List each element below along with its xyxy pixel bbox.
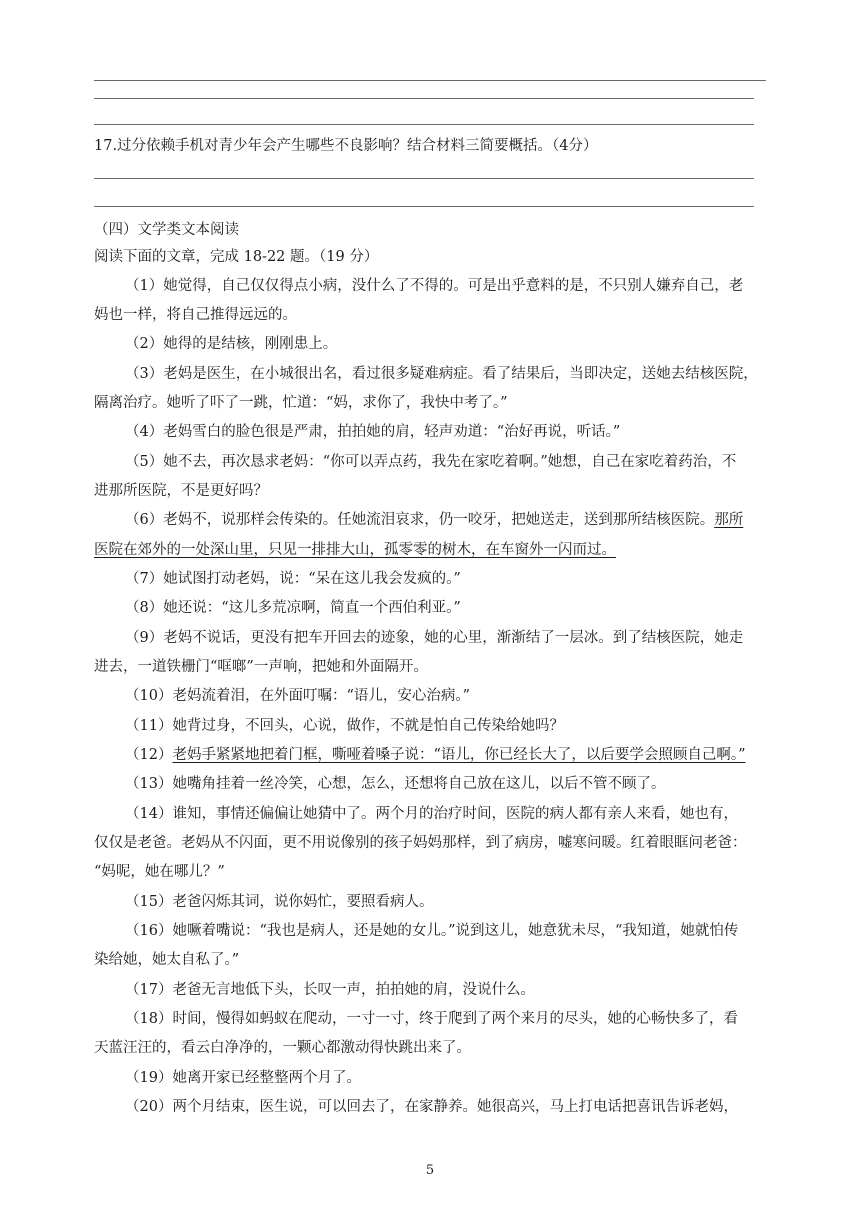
paragraph-line: （9）老妈不说话，更没有把车开回去的迹象，她的心里，渐渐结了一层冰。到了结核医院，她走: [125, 630, 744, 646]
answer-line: [94, 98, 754, 99]
paragraph-line: [125, 745, 746, 765]
paragraph-line: （19）她离开家已经整整两个月了。: [125, 1070, 361, 1086]
paragraph-line: （18）时间，慢得如蚂蚁在爬动，一寸一寸，终于爬到了两个来月的尽头，她的心畅快多了，看: [125, 1011, 738, 1027]
paragraph-line: 妈也一样，将自己推得远远的。: [94, 307, 297, 323]
answer-line: [94, 178, 754, 179]
question-17: 17.过分依赖手机对青少年会产生哪些不良影响？结合材料三简要概括。（4分）: [94, 138, 598, 154]
paragraph-line: “妈呢，她在哪儿？”: [94, 864, 225, 880]
paragraph-number: （12）: [125, 747, 173, 763]
instruction: 阅读下面的文章，完成 18-22 题。（19 分）: [94, 249, 379, 265]
paragraph-line: （17）老爸无言地低下头，长叹一声，拍拍她的肩，没说什么。: [125, 982, 535, 998]
paragraph-line: （16）她噘着嘴说：“我也是病人，还是她的女儿。”说到这儿，她意犹未尽，“我知道，她就怕传: [125, 923, 739, 939]
underlined-text: 那所: [714, 512, 744, 528]
paragraph-line: 进去，一道铁栅门“哐啷”一声响，把她和外面隔开。: [94, 659, 428, 675]
paragraph-line: （2）她得的是结核，刚刚患上。: [125, 336, 338, 352]
underlined-text: 医院在郊外的一处深山里，只见一排排大山，孤零零的树木，在车窗外一闪而过。: [94, 542, 616, 558]
section-title: （四）文学类文本阅读: [94, 222, 239, 238]
paragraph-line: （1）她觉得，自己仅仅得点小病，没什么了不得的。可是出乎意料的是，不只别人嫌弃自己，老: [125, 278, 744, 294]
paragraph-text: （6）老妈不，说那样会传染的。任她流泪哀求，仍一咬牙，把她送走，送到那所结核医院。: [125, 512, 715, 528]
paragraph-line: 仅仅是老爸。老妈从不闪面，更不用说像别的孩子妈妈那样，到了病房，嘘寒问暖。红着眼眶问老爸：: [94, 835, 747, 851]
page-number: 5: [425, 1163, 435, 1178]
underlined-text: 老妈手紧紧地把着门框，嘶哑着嗓子说：“语儿，你已经长大了，以后要学会照顾自己啊。”: [172, 747, 746, 763]
paragraph-line: 染给她，她太自私了。”: [94, 952, 240, 968]
paragraph-line: （13）她嘴角挂着一丝冷笑，心想，怎么，还想将自己放在这儿，以后不管不顾了。: [125, 776, 666, 792]
paragraph-line: 隔离治疗。她听了吓了一跳，忙道：“妈，求你了，我快中考了。”: [94, 395, 508, 411]
paragraph-line: 进那所医院，不是更好吗？: [94, 483, 268, 499]
paragraph-line: （10）老妈流着泪，在外面叮嘱：“语儿，安心治病。”: [125, 688, 471, 704]
paragraph-line: （14）谁知，事情还偏偏让她猜中了。两个月的治疗时间，医院的病人都有亲人来看，她也有，: [125, 806, 738, 822]
paragraph-line: （15）老爸闪烁其词，说你妈忙，要照看病人。: [125, 894, 434, 910]
paragraph-line: （20）两个月结束，医生说，可以回去了，在家静养。她很高兴，马上打电话把喜讯告诉老妈，: [125, 1099, 738, 1115]
paragraph-line: （3）老妈是医生，在小城很出名，看过很多疑难病症。看了结果后，当即决定，送她去结核医院，: [125, 366, 758, 382]
paragraph-line: （11）她背过身，不回头，心说，做作，不就是怕自己传染给她吗？: [125, 718, 564, 734]
paragraph-line: [125, 510, 743, 530]
paragraph-line: 天蓝汪汪的，看云白净净的，一颗心都激动得快跳出来了。: [94, 1040, 471, 1056]
paragraph-line: （8）她还说：“这儿多荒凉啊，简直一个西伯利亚。”: [125, 600, 461, 616]
answer-line: [94, 80, 766, 81]
paragraph-line: （5）她不去，再次恳求老妈：“你可以弄点药，我先在家吃着啊。”她想，自己在家吃着药治，不: [125, 454, 737, 470]
paragraph-line: （7）她试图打动老妈，说：“呆在这儿我会发疯的。”: [125, 571, 461, 587]
answer-line: [94, 124, 754, 125]
answer-line: [94, 206, 754, 207]
paragraph-line: （4）老妈雪白的脸色很是严肃，拍拍她的肩，轻声劝道：“治好再说，听话。”: [125, 424, 621, 440]
